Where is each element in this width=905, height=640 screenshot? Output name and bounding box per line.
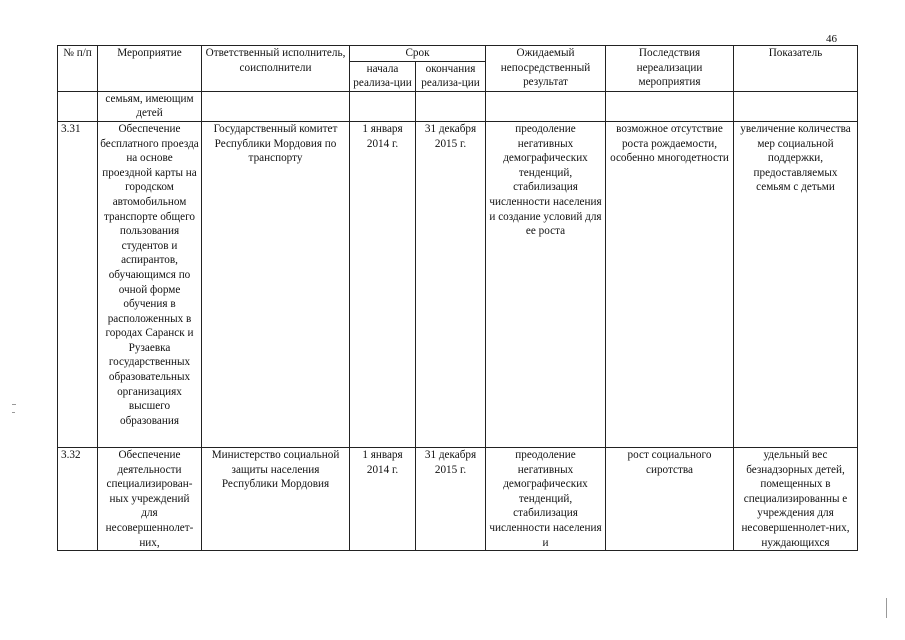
header-num: № п/п	[58, 46, 98, 92]
cell-consequences: рост социального сиротства	[606, 447, 734, 550]
cell-end	[416, 91, 486, 121]
measures-table	[57, 45, 858, 551]
header-event: Мероприятие	[98, 46, 202, 92]
cell-indicator	[734, 91, 858, 121]
cell-responsible	[202, 91, 350, 121]
cell-num: 3.31	[58, 121, 98, 447]
cell-start: 1 января 2014 г.	[350, 121, 416, 447]
table-row	[58, 91, 858, 121]
table-header-row	[58, 46, 858, 62]
cell-end: 31 декабря 2015 г.	[416, 447, 486, 550]
page-number: 46	[826, 33, 837, 45]
cell-event: Обеспечение бесплатного проезда на основе проездной карты на городском автомобильном транспорте общего пользования студентов и аспирантов, обучающимся по очной форме обучения в расположенных в городах Саранск и Рузаевка государственных образовательных организациях высшего образования	[98, 121, 202, 447]
header-indicator: Показатель	[734, 46, 858, 92]
cell-indicator: удельный вес безнадзорных детей, помещенных в специализированны е учреждения для несовершеннолет-них, нуждающихся	[734, 447, 858, 550]
cell-start: 1 января 2014 г.	[350, 447, 416, 550]
header-term-end: окончания реализа-ции	[416, 61, 486, 91]
header-term: Срок	[350, 46, 486, 62]
cell-responsible: Государственный комитет Республики Мордовия по транспорту	[202, 121, 350, 447]
cell-event: Обеспечение деятельности специализирован-ных учреждений для несовершеннолет-них,	[98, 447, 202, 550]
header-expected-result: Ожидаемый непосредственный результат	[486, 46, 606, 92]
header-responsible: Ответственный исполнитель, соисполнители	[202, 46, 350, 92]
header-term-start: начала реализа-ции	[350, 61, 416, 91]
cell-expected: преодоление негативных демографических тенденций, стабилизация численности населения и создание условий для ее роста	[486, 121, 606, 447]
cell-consequences	[606, 91, 734, 121]
scan-speck	[12, 412, 15, 413]
cell-num	[58, 91, 98, 121]
table-row	[58, 121, 858, 447]
cell-indicator: увеличение количества мер социальной поддержки, предоставляемых семьям с детьми	[734, 121, 858, 447]
cell-expected	[486, 91, 606, 121]
cell-responsible: Министерство социальной защиты населения Республики Мордовия	[202, 447, 350, 550]
table-row	[58, 447, 858, 550]
header-consequences: Последствия нереализации мероприятия	[606, 46, 734, 92]
cell-consequences: возможное отсутствие роста рождаемости, особенно многодетности	[606, 121, 734, 447]
cell-num: 3.32	[58, 447, 98, 550]
scan-speck	[12, 404, 16, 405]
cell-start	[350, 91, 416, 121]
cell-expected: преодоление негативных демографических тенденций, стабилизация численности населения и	[486, 447, 606, 550]
cell-event: семьям, имеющим детей	[98, 91, 202, 121]
scan-speck	[886, 598, 887, 618]
cell-end: 31 декабря 2015 г.	[416, 121, 486, 447]
